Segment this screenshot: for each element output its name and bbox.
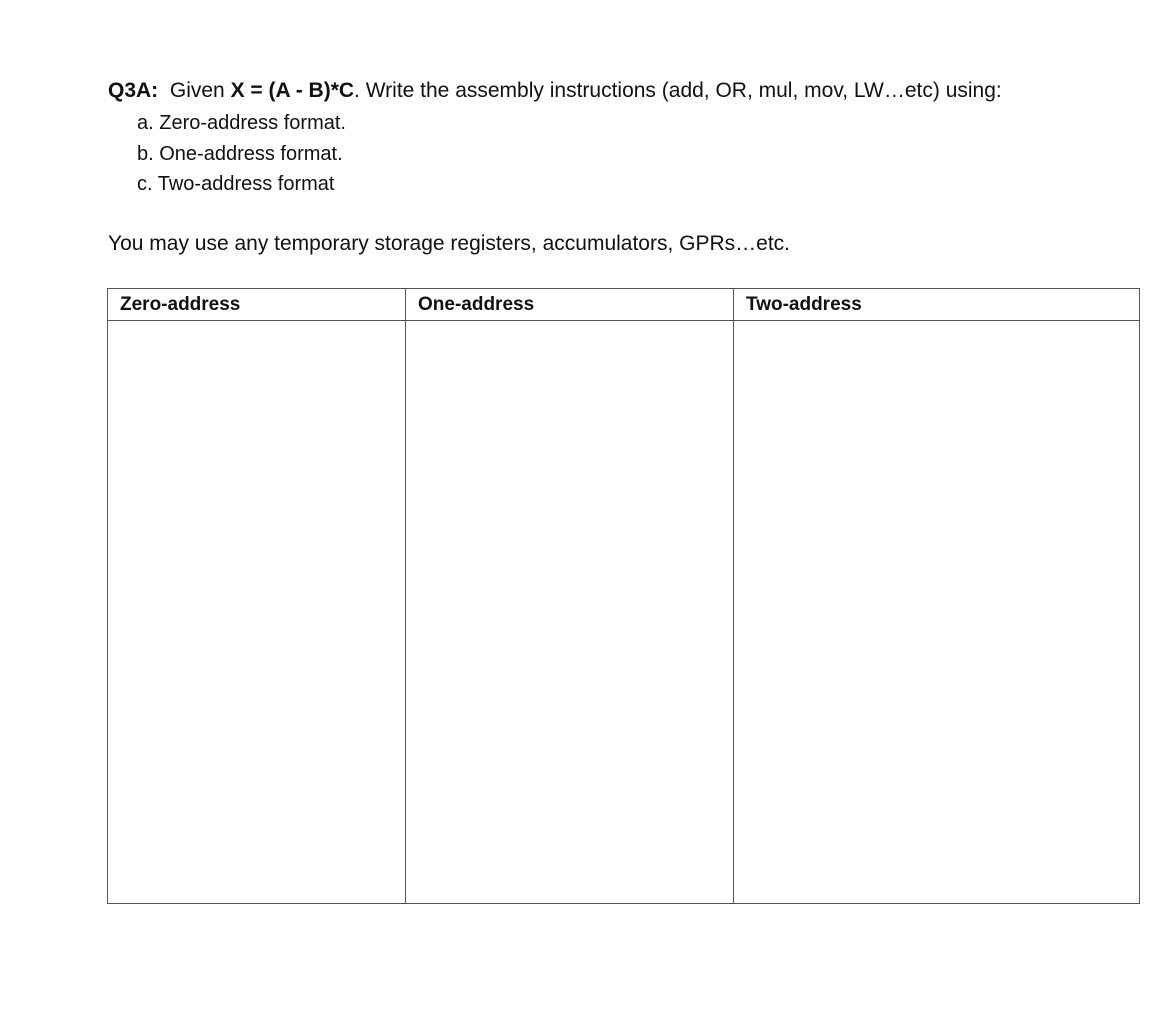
answer-table-header-row <box>108 289 1140 321</box>
answer-table <box>107 288 1140 904</box>
format-options-list <box>137 108 346 200</box>
question-instruction: . Write the assembly instructions (add, OR, mul, mov, LW…etc) using: <box>354 79 1002 102</box>
option-zero-address: a. Zero-address format. <box>137 112 346 134</box>
question-expression: X = (A - B)*C <box>230 79 355 102</box>
answer-cell-zero-address[interactable] <box>108 321 406 904</box>
question-label: Q3A: <box>108 79 159 102</box>
option-one-address: b. One-address format. <box>137 142 343 165</box>
header-zero-address: Zero-address <box>108 289 406 321</box>
answer-table-body-row <box>108 321 1140 904</box>
answer-cell-two-address[interactable] <box>734 321 1140 904</box>
option-two-address: c. Two-address format <box>137 173 335 195</box>
answer-cell-one-address[interactable] <box>406 321 734 904</box>
header-two-address: Two-address <box>734 289 1140 321</box>
question-text <box>108 76 1002 105</box>
header-one-address: One-address <box>406 289 734 321</box>
question-given: Given <box>169 79 225 102</box>
note-text: You may use any temporary storage registers, accumulators, GPRs…etc. <box>108 232 791 255</box>
